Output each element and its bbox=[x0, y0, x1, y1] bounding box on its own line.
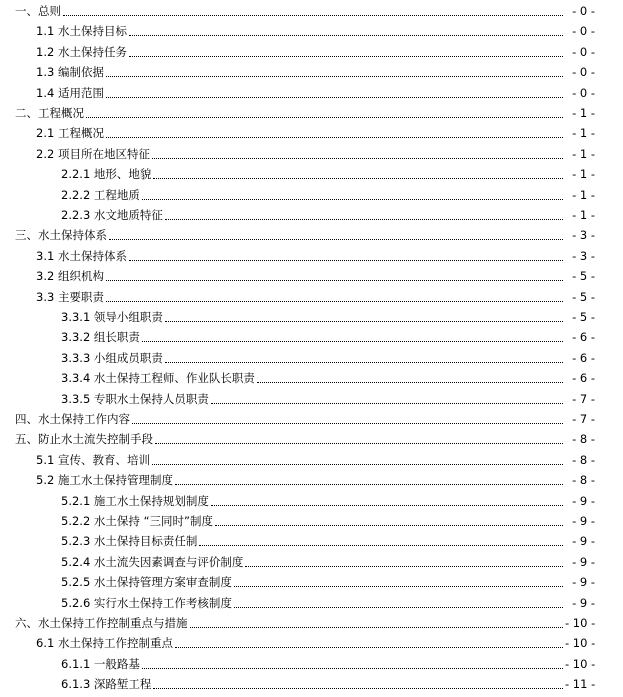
toc-entry-page: - 8 - bbox=[572, 473, 595, 488]
toc-entry-page: - 8 - bbox=[572, 432, 595, 447]
dot-leader bbox=[165, 218, 563, 220]
dot-leader bbox=[142, 198, 563, 200]
dot-leader bbox=[211, 402, 563, 404]
toc-entry-page: - 1 - bbox=[572, 146, 595, 161]
dot-leader bbox=[86, 116, 563, 118]
toc-entry[interactable] bbox=[0, 551, 623, 571]
toc-entry-page: - 1 - bbox=[572, 208, 595, 222]
toc-entry-title: 5.2.1 施工水土保持规划制度 bbox=[61, 493, 209, 508]
toc-entry[interactable] bbox=[0, 265, 623, 285]
toc-entry-title: 一、总则 bbox=[15, 4, 61, 18]
toc-entry-title: 3.3 主要职责 bbox=[36, 289, 104, 304]
dot-leader bbox=[106, 300, 563, 302]
dot-leader bbox=[175, 483, 563, 485]
dot-leader bbox=[175, 646, 563, 648]
toc-entry[interactable] bbox=[0, 388, 623, 408]
toc-entry[interactable] bbox=[0, 184, 623, 204]
toc-entry[interactable] bbox=[0, 61, 623, 81]
toc-entry-title: 2.2.2 工程地质 bbox=[61, 187, 140, 202]
toc-entry-page: - 3 - bbox=[572, 228, 595, 243]
toc-entry-page: - 0 - bbox=[572, 85, 595, 100]
toc-entry[interactable] bbox=[0, 143, 623, 163]
toc-entry[interactable] bbox=[0, 41, 623, 61]
toc-entry-title: 1.4 适用范围 bbox=[36, 85, 104, 100]
toc-entry[interactable] bbox=[0, 224, 623, 244]
toc-entry[interactable] bbox=[0, 449, 623, 469]
toc-entry-page: - 6 - bbox=[572, 330, 595, 345]
toc-entry-title: 3.1 水土保持体系 bbox=[36, 248, 127, 263]
dot-leader bbox=[106, 75, 563, 77]
toc-entry[interactable] bbox=[0, 0, 623, 20]
toc-entry[interactable] bbox=[0, 306, 623, 326]
toc-entry-page: - 11 - bbox=[565, 677, 596, 692]
dot-leader bbox=[245, 565, 563, 567]
toc-entry-title: 2.2.3 水文地质特征 bbox=[61, 208, 163, 222]
toc-entry-title: 2.1 工程概况 bbox=[36, 126, 104, 141]
dot-leader bbox=[211, 504, 563, 506]
toc-entry-title: 5.2.6 实行水土保持工作考核制度 bbox=[61, 595, 232, 610]
toc-entry-title: 2.2 项目所在地区特征 bbox=[36, 146, 150, 161]
toc-entry-page: - 9 - bbox=[572, 595, 595, 610]
dot-leader bbox=[142, 667, 563, 669]
toc-entry[interactable] bbox=[0, 632, 623, 652]
toc-entry-title: 6.1.1 一般路基 bbox=[61, 656, 140, 671]
toc-entry[interactable] bbox=[0, 469, 623, 489]
toc-entry-page: - 0 - bbox=[572, 4, 595, 18]
dot-leader bbox=[152, 157, 563, 159]
toc-entry-title: 5.2.2 水土保持 “三同时”制度 bbox=[61, 514, 213, 528]
toc-entry[interactable] bbox=[0, 204, 623, 224]
toc-entry[interactable] bbox=[0, 673, 623, 693]
toc-entry-title: 四、水土保持工作内容 bbox=[15, 412, 130, 426]
dot-leader bbox=[152, 463, 563, 465]
toc-entry-page: - 9 - bbox=[572, 575, 595, 590]
toc-entry[interactable] bbox=[0, 510, 623, 530]
dot-leader bbox=[165, 320, 563, 322]
toc-entry[interactable] bbox=[0, 592, 623, 612]
toc-entry-page: - 9 - bbox=[572, 514, 595, 528]
toc-entry-page: - 9 - bbox=[572, 493, 595, 508]
toc-entry-page: - 6 - bbox=[572, 350, 595, 365]
toc-entry-page: - 0 - bbox=[572, 44, 595, 59]
dot-leader bbox=[109, 238, 563, 240]
toc-entry-page: - 5 - bbox=[572, 310, 595, 324]
toc-entry-page: - 1 - bbox=[572, 187, 595, 202]
toc-entry-title: 5.2.5 水土保持管理方案审查制度 bbox=[61, 575, 232, 590]
dot-leader bbox=[257, 381, 563, 383]
toc-entry[interactable] bbox=[0, 612, 623, 632]
toc-entry[interactable] bbox=[0, 326, 623, 346]
toc-entry-page: - 1 - bbox=[572, 106, 595, 120]
toc-entry-page: - 0 - bbox=[572, 65, 595, 80]
toc-entry-title: 3.3.4 水土保持工程师、作业队长职责 bbox=[61, 371, 255, 386]
dot-leader bbox=[153, 177, 563, 179]
toc-entry-title: 1.1 水土保持目标 bbox=[36, 24, 127, 39]
toc-entry-page: - 7 - bbox=[572, 412, 595, 426]
toc-entry-title: 5.1 宣传、教育、培训 bbox=[36, 452, 150, 467]
toc-entry-page: - 3 - bbox=[572, 248, 595, 263]
toc-entry-title: 六、水土保持工作控制重点与措施 bbox=[15, 616, 188, 630]
dot-leader bbox=[142, 340, 563, 342]
toc-entry-title: 3.3.5 专职水土保持人员职责 bbox=[61, 391, 209, 406]
toc-entry-page: - 10 - bbox=[565, 656, 596, 671]
dot-leader bbox=[190, 626, 564, 628]
dot-leader bbox=[132, 422, 563, 424]
dot-leader bbox=[155, 442, 563, 444]
dot-leader bbox=[234, 606, 563, 608]
dot-leader bbox=[106, 279, 563, 281]
dot-leader bbox=[199, 544, 563, 546]
toc-entry-title: 3.3.3 小组成员职责 bbox=[61, 350, 163, 365]
toc-entry[interactable] bbox=[0, 653, 623, 673]
dot-leader bbox=[234, 585, 563, 587]
toc-entry-title: 6.1 水土保持工作控制重点 bbox=[36, 636, 173, 651]
toc-entry[interactable] bbox=[0, 163, 623, 183]
toc-entry-title: 三、水土保持体系 bbox=[15, 228, 107, 243]
toc-entry-title: 2.2.1 地形、地貌 bbox=[61, 167, 152, 182]
dot-leader bbox=[106, 96, 563, 98]
toc-entry-title: 5.2.3 水土保持目标责任制 bbox=[61, 534, 198, 549]
dot-leader bbox=[129, 259, 563, 261]
dot-leader bbox=[153, 687, 563, 689]
toc-entry-page: - 9 - bbox=[572, 554, 595, 569]
toc-entry[interactable] bbox=[0, 20, 623, 40]
toc-entry-page: - 10 - bbox=[565, 616, 596, 630]
toc-entry-title: 6.1.3 深路堑工程 bbox=[61, 677, 152, 692]
toc-entry-title: 3.3.2 组长职责 bbox=[61, 330, 140, 345]
toc-entry[interactable] bbox=[0, 408, 623, 428]
toc-entry-page: - 5 - bbox=[572, 269, 595, 284]
toc-entry-title: 五、防止水土流失控制手段 bbox=[15, 432, 153, 447]
toc-entry-page: - 6 - bbox=[572, 371, 595, 386]
toc-entry-title: 二、工程概况 bbox=[15, 106, 84, 120]
toc-entry-title: 5.2.4 水土流失因素调查与评价制度 bbox=[61, 554, 244, 569]
dot-leader bbox=[129, 55, 563, 57]
toc-entry-title: 5.2 施工水土保持管理制度 bbox=[36, 473, 173, 488]
toc-entry[interactable] bbox=[0, 428, 623, 448]
toc-entry-page: - 0 - bbox=[572, 24, 595, 39]
toc-entry-title: 1.3 编制依据 bbox=[36, 65, 104, 80]
toc-entry[interactable] bbox=[0, 286, 623, 306]
toc-entry-page: - 7 - bbox=[572, 391, 595, 406]
toc-entry-page: - 1 - bbox=[572, 126, 595, 141]
toc-entry-page: - 8 - bbox=[572, 452, 595, 467]
dot-leader bbox=[165, 361, 563, 363]
toc-entry[interactable] bbox=[0, 347, 623, 367]
dot-leader bbox=[129, 34, 563, 36]
dot-leader bbox=[106, 136, 563, 138]
toc-entry-page: - 1 - bbox=[572, 167, 595, 182]
toc-entry[interactable] bbox=[0, 102, 623, 122]
toc-entry[interactable] bbox=[0, 245, 623, 265]
dot-leader bbox=[215, 524, 563, 526]
toc-entry[interactable] bbox=[0, 571, 623, 591]
toc-entry[interactable] bbox=[0, 122, 623, 142]
toc-entry[interactable] bbox=[0, 530, 623, 550]
toc-entry-title: 3.3.1 领导小组职责 bbox=[61, 310, 163, 324]
toc-entry[interactable] bbox=[0, 82, 623, 102]
toc-entry-page: - 5 - bbox=[572, 289, 595, 304]
dot-leader bbox=[63, 14, 563, 16]
toc-entry-title: 1.2 水土保持任务 bbox=[36, 44, 127, 59]
toc-entry-page: - 10 - bbox=[565, 636, 596, 651]
toc-entry[interactable] bbox=[0, 490, 623, 510]
toc-entry-title: 3.2 组织机构 bbox=[36, 269, 104, 284]
toc-entry[interactable] bbox=[0, 367, 623, 387]
toc-entry-page: - 9 - bbox=[572, 534, 595, 549]
